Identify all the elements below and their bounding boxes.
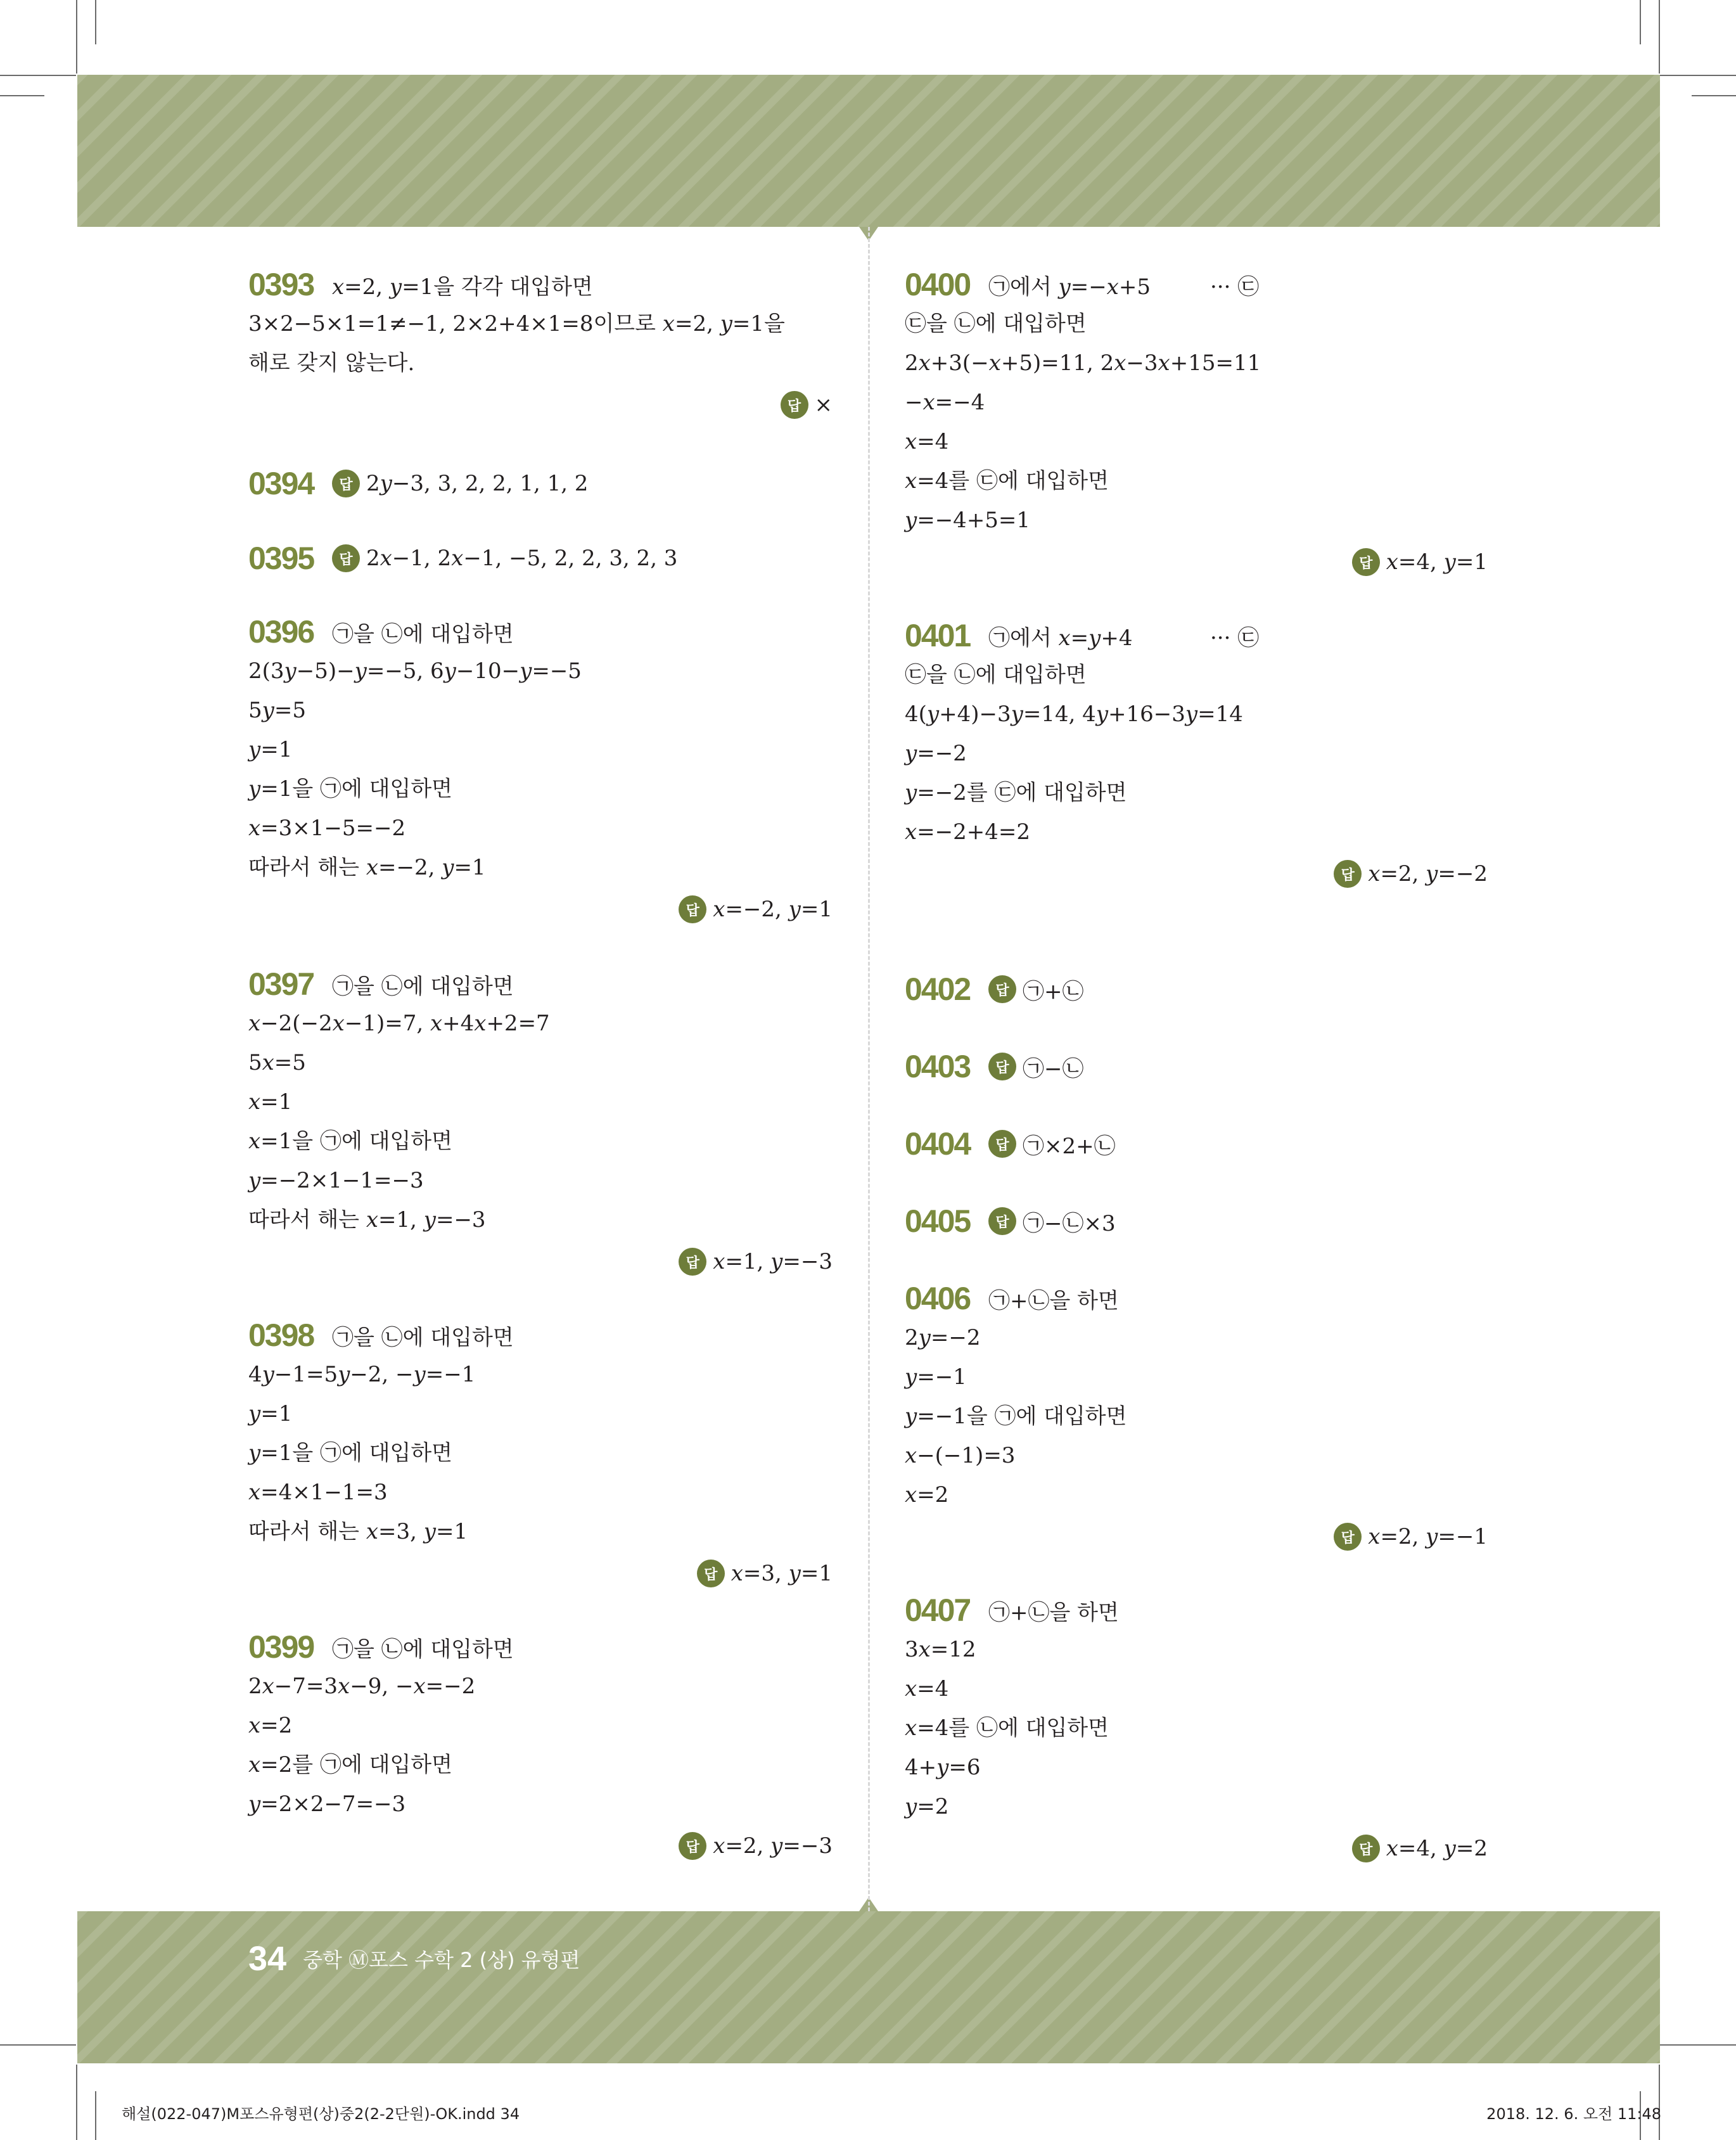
header-band xyxy=(77,75,1660,227)
solution-line: 𝑦=−2를 ㉢에 대입하면 xyxy=(905,780,1127,805)
solution-line: 3𝑥=12 xyxy=(905,1637,976,1662)
answer-row xyxy=(905,542,1488,582)
problem-0404 xyxy=(905,1124,1488,1163)
crop-mark xyxy=(95,0,96,44)
crop-mark xyxy=(76,0,77,74)
solution-line: 𝑥=4를 ㉡에 대입하면 xyxy=(905,1715,1109,1741)
solution-line: 𝑦=2×2−7=−3 xyxy=(248,1791,406,1817)
answer-text: 𝑥=4, 𝑦=2 xyxy=(1386,1836,1488,1861)
solution-line: 3×2−5×1=1≠−1, 2×2+4×1=8이므로 𝑥=2, 𝑦=1을 xyxy=(248,311,785,336)
solution-line: 2(3𝑦−5)−𝑦=−5, 6𝑦−10−𝑦=−5 xyxy=(248,658,582,684)
answer-text: 𝑥=2, 𝑦=−3 xyxy=(713,1833,833,1859)
solution-line: 2𝑦=−2 xyxy=(905,1325,981,1350)
problem-number: 0398 xyxy=(248,1317,314,1353)
problem-number: 0401 xyxy=(905,618,971,653)
solution-line: 4(𝑦+4)−3𝑦=14, 4𝑦+16−3𝑦=14 xyxy=(905,702,1243,727)
page-number: 34 xyxy=(248,1940,287,1978)
answer-text: ㉠×2+㉡ xyxy=(1023,1133,1116,1159)
left-column xyxy=(248,265,833,1910)
answer-row xyxy=(248,1554,833,1593)
answer-row xyxy=(248,890,833,929)
problem-0405 xyxy=(905,1201,1488,1241)
solution-line: 𝑥−(−1)=3 xyxy=(905,1443,1016,1468)
answer-badge: 답 xyxy=(781,391,808,419)
answer-text: ㉠+㉡ xyxy=(1023,978,1084,1004)
solution-line: 해로 갖지 않는다. xyxy=(248,350,415,376)
answer-badge: 답 xyxy=(679,1832,706,1860)
solution-line: 𝑥=2를 ㉠에 대입하면 xyxy=(248,1752,452,1778)
problem-number: 0403 xyxy=(905,1049,971,1084)
problem-number: 0405 xyxy=(905,1203,971,1239)
crop-mark xyxy=(1660,75,1736,76)
solution-line: 𝑦=−2 xyxy=(905,741,967,766)
solution-line: 𝑦=1 xyxy=(248,737,293,762)
answer-badge: 답 xyxy=(697,1560,725,1587)
solution-line: 𝑥=3×1−5=−2 xyxy=(248,816,406,841)
answer-text: 𝑥=2, 𝑦=−1 xyxy=(1368,1524,1488,1549)
solution-first-line: 𝑥=2, 𝑦=1을 각각 대입하면 xyxy=(332,274,593,300)
solution-first-line: ㉠을 ㉡에 대입하면 xyxy=(332,1324,514,1350)
answer-text: 2𝑥−1, 2𝑥−1, −5, 2, 2, 3, 2, 3 xyxy=(366,546,678,571)
answer-badge: 답 xyxy=(332,544,360,572)
problem-0397 xyxy=(248,964,833,1281)
answer-badge: 답 xyxy=(679,895,706,923)
problem-0401 xyxy=(905,616,1488,894)
solution-line: 𝑥=−2+4=2 xyxy=(905,819,1031,845)
solution-line: 𝑥=1을 ㉠에 대입하면 xyxy=(248,1129,452,1154)
crop-mark xyxy=(0,75,76,76)
problem-0400 xyxy=(905,265,1488,582)
solution-line: 2𝑥−7=3𝑥−9, −𝑥=−2 xyxy=(248,1674,476,1699)
page-footer xyxy=(248,1937,580,1981)
problem-number: 0394 xyxy=(248,466,314,501)
solution-line: 𝑥=2 xyxy=(905,1482,949,1508)
answer-text: ㉠−㉡ xyxy=(1023,1056,1084,1082)
crop-mark xyxy=(95,2091,96,2140)
solution-line: 따라서 해는 𝑥=1, 𝑦=−3 xyxy=(248,1207,486,1233)
problem-0396 xyxy=(248,612,833,929)
answer-badge: 답 xyxy=(1352,1835,1380,1862)
problem-number: 0400 xyxy=(905,267,971,302)
imprint-file: 해설(022-047)M포스유형편(상)중2(2-2단원)-OK.indd 34 xyxy=(122,2105,520,2123)
problem-number: 0397 xyxy=(248,966,314,1002)
crop-mark xyxy=(1640,0,1641,44)
answer-text: 𝑥=−2, 𝑦=1 xyxy=(713,897,833,922)
problem-0406 xyxy=(905,1279,1488,1556)
answer-row xyxy=(905,1517,1488,1556)
crop-mark xyxy=(76,2065,77,2140)
solution-line: 4𝑦−1=5𝑦−2, −𝑦=−1 xyxy=(248,1362,476,1387)
problem-number: 0406 xyxy=(905,1281,971,1316)
solution-line: 𝑥=2 xyxy=(248,1713,293,1738)
crop-mark xyxy=(1692,95,1736,96)
imprint-date: 2018. 12. 6. 오전 11:48 xyxy=(1486,2105,1661,2123)
answer-text: 𝑥=1, 𝑦=−3 xyxy=(713,1249,833,1274)
answer-row xyxy=(248,1242,833,1281)
problem-0398 xyxy=(248,1316,833,1593)
answer-badge: 답 xyxy=(988,1130,1016,1158)
answer-text: 𝑥=3, 𝑦=1 xyxy=(731,1561,833,1586)
solution-line: ㉢을 ㉡에 대입하면 xyxy=(905,662,1087,688)
problem-number: 0404 xyxy=(905,1126,971,1162)
solution-line: ㉢을 ㉡에 대입하면 xyxy=(905,311,1087,336)
solution-line: 𝑦=1을 ㉠에 대입하면 xyxy=(248,776,453,802)
answer-badge: 답 xyxy=(1334,1523,1362,1551)
solution-line: 𝑥=1 xyxy=(248,1089,293,1115)
solution-line: 따라서 해는 𝑥=−2, 𝑦=1 xyxy=(248,855,486,880)
crop-mark xyxy=(1660,2044,1736,2046)
answer-text: 𝑥=4, 𝑦=1 xyxy=(1386,549,1488,575)
problem-0403 xyxy=(905,1047,1488,1086)
solution-line: 𝑦=1을 ㉠에 대입하면 xyxy=(248,1440,453,1466)
equation-reference: ··· ㉢ xyxy=(1210,274,1260,300)
solution-line: 𝑦=−1을 ㉠에 대입하면 xyxy=(905,1404,1127,1429)
problem-0402 xyxy=(905,970,1488,1009)
solution-line: 𝑥=4×1−1=3 xyxy=(248,1480,388,1505)
solution-line: 𝑥=4 xyxy=(905,1676,949,1701)
solution-line: 5𝑦=5 xyxy=(248,698,306,723)
answer-text: × xyxy=(814,392,833,418)
solution-first-line: ㉠+㉡을 하면 xyxy=(988,1599,1119,1625)
problem-number: 0395 xyxy=(248,541,314,576)
solution-line: 따라서 해는 𝑥=3, 𝑦=1 xyxy=(248,1519,468,1544)
answer-row xyxy=(905,854,1488,894)
problem-number: 0407 xyxy=(905,1592,971,1628)
problem-number: 0399 xyxy=(248,1629,314,1665)
answer-text: ㉠−㉡×3 xyxy=(1023,1210,1116,1236)
problem-0399 xyxy=(248,1627,833,1866)
solution-line: 𝑥−2(−2𝑥−1)=7, 𝑥+4𝑥+2=7 xyxy=(248,1011,550,1036)
problem-0407 xyxy=(905,1591,1488,1868)
solution-line: 4+𝑦=6 xyxy=(905,1755,981,1780)
answer-text: 2𝑦−3, 3, 2, 2, 1, 1, 2 xyxy=(366,471,589,496)
solution-first-line: ㉠을 ㉡에 대입하면 xyxy=(332,973,514,999)
solution-first-line: ㉠에서 𝑦=−𝑥+5 xyxy=(988,274,1151,300)
solution-line: 𝑥=4 xyxy=(905,429,949,454)
solution-first-line: ㉠에서 𝑥=𝑦+4 xyxy=(988,625,1133,651)
column-divider xyxy=(868,227,870,1911)
footer-band xyxy=(77,1911,1660,2063)
answer-row xyxy=(248,385,833,425)
equation-reference: ··· ㉢ xyxy=(1210,625,1260,651)
answer-badge: 답 xyxy=(1334,860,1362,888)
solution-line: 𝑦=1 xyxy=(248,1401,293,1426)
solution-line: 5𝑥=5 xyxy=(248,1050,306,1075)
solution-line: 𝑦=−1 xyxy=(905,1364,967,1390)
answer-badge: 답 xyxy=(1352,548,1380,576)
solution-line: 2𝑥+3(−𝑥+5)=11, 2𝑥−3𝑥+15=11 xyxy=(905,350,1261,376)
solution-first-line: ㉠을 ㉡에 대입하면 xyxy=(332,1636,514,1662)
answer-badge: 답 xyxy=(988,1207,1016,1235)
answer-row xyxy=(248,1826,833,1866)
solution-line: 𝑦=−4+5=1 xyxy=(905,508,1031,533)
answer-text: 𝑥=2, 𝑦=−2 xyxy=(1368,861,1488,887)
crop-mark xyxy=(0,95,44,96)
answer-badge: 답 xyxy=(988,975,1016,1003)
answer-row xyxy=(905,1829,1488,1868)
book-title: 중학 Ⓜ포스 수학 2 (상) 유형편 xyxy=(303,1948,580,1972)
problem-number: 0396 xyxy=(248,614,314,650)
right-column xyxy=(905,265,1488,1913)
solution-line: 𝑦=−2×1−1=−3 xyxy=(248,1168,424,1193)
solution-first-line: ㉠을 ㉡에 대입하면 xyxy=(332,621,514,647)
problem-0394 xyxy=(248,464,833,503)
answer-badge: 답 xyxy=(988,1053,1016,1080)
answer-badge: 답 xyxy=(679,1248,706,1276)
answer-badge: 답 xyxy=(332,470,360,497)
solution-first-line: ㉠+㉡을 하면 xyxy=(988,1288,1119,1314)
solution-line: 𝑦=2 xyxy=(905,1794,949,1819)
crop-mark xyxy=(1659,0,1660,74)
problem-0395 xyxy=(248,539,833,578)
problem-0393 xyxy=(248,265,833,425)
solution-line: 𝑥=4를 ㉢에 대입하면 xyxy=(905,468,1109,494)
problem-number: 0393 xyxy=(248,267,314,302)
crop-mark xyxy=(0,2044,76,2046)
problem-number: 0402 xyxy=(905,971,971,1007)
solution-line: −𝑥=−4 xyxy=(905,390,985,415)
